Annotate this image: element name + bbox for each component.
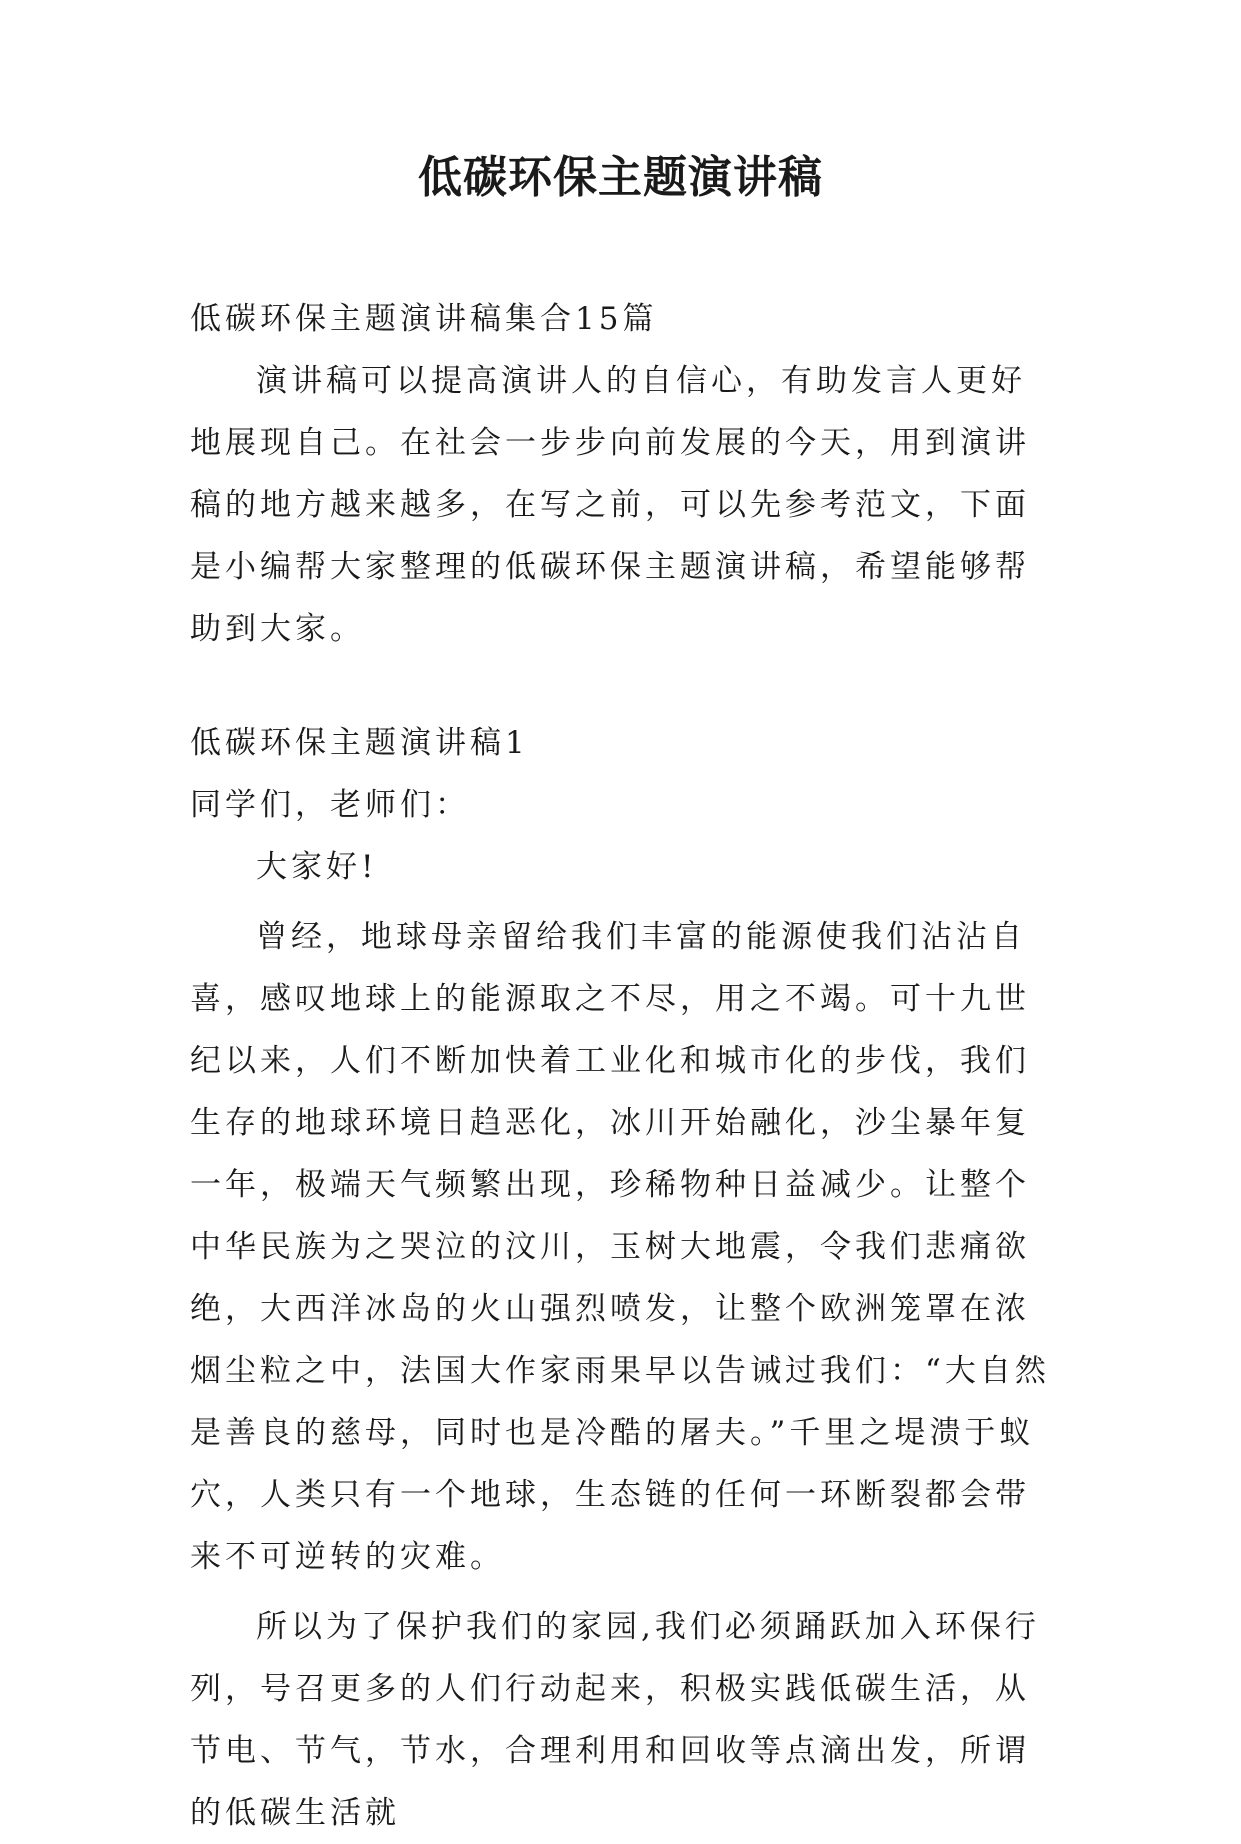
document-title: 低碳环保主题演讲稿 — [418, 152, 823, 203]
body-paragraph: 所以为了保护我们的家园,我们必须踊跃加入环保行列，号召更多的人们行动起来，积极实践低碳生活，从节电、节气，节水，合理利用和回收等点滴出发，所谓的低碳生活就 — [190, 1609, 1040, 1831]
body-paragraph: 曾经，地球母亲留给我们丰富的能源使我们沾沾自喜，感叹地球上的能源取之不尽，用之不竭。可十九世纪以来，人们不断加快着工业化和城市化的步伐，我们生存的地球环境日趋恶化，冰川开始融化，沙尘暴年复一年，极端天气频繁出现，珍稀物种日益减少。让整个中华民族为之哭泣的汶川，玉树大地震，令我们悲痛欲绝，大西洋冰岛的火山强烈喷发，让整个欧洲笼罩在浓烟尘粒之中，法国大作家雨果早以告诫过我们：“大自然是善良的慈母，同时也是冷酷的屠夫。”千里之堤溃于蚁穴，人类只有一个地球，生态链的任何一环断裂都会带来不可逆转的灾难。 — [190, 919, 1050, 1575]
salutation: 同学们，老师们： — [190, 787, 470, 823]
intro-paragraph: 演讲稿可以提高演讲人的自信心，有助发言人更好地展现自己。在社会一步步向前发展的今天，用到演讲稿的地方越来越多，在写之前，可以先参考范文，下面是小编帮大家整理的低碳环保主题演讲稿，希望能够帮助到大家。 — [190, 363, 1030, 647]
greeting: 大家好! — [256, 849, 378, 885]
section-heading: 低碳环保主题演讲稿1 — [190, 725, 529, 761]
document-body — [190, 288, 1052, 1844]
collection-subtitle: 低碳环保主题演讲稿集合15篇 — [190, 301, 658, 337]
